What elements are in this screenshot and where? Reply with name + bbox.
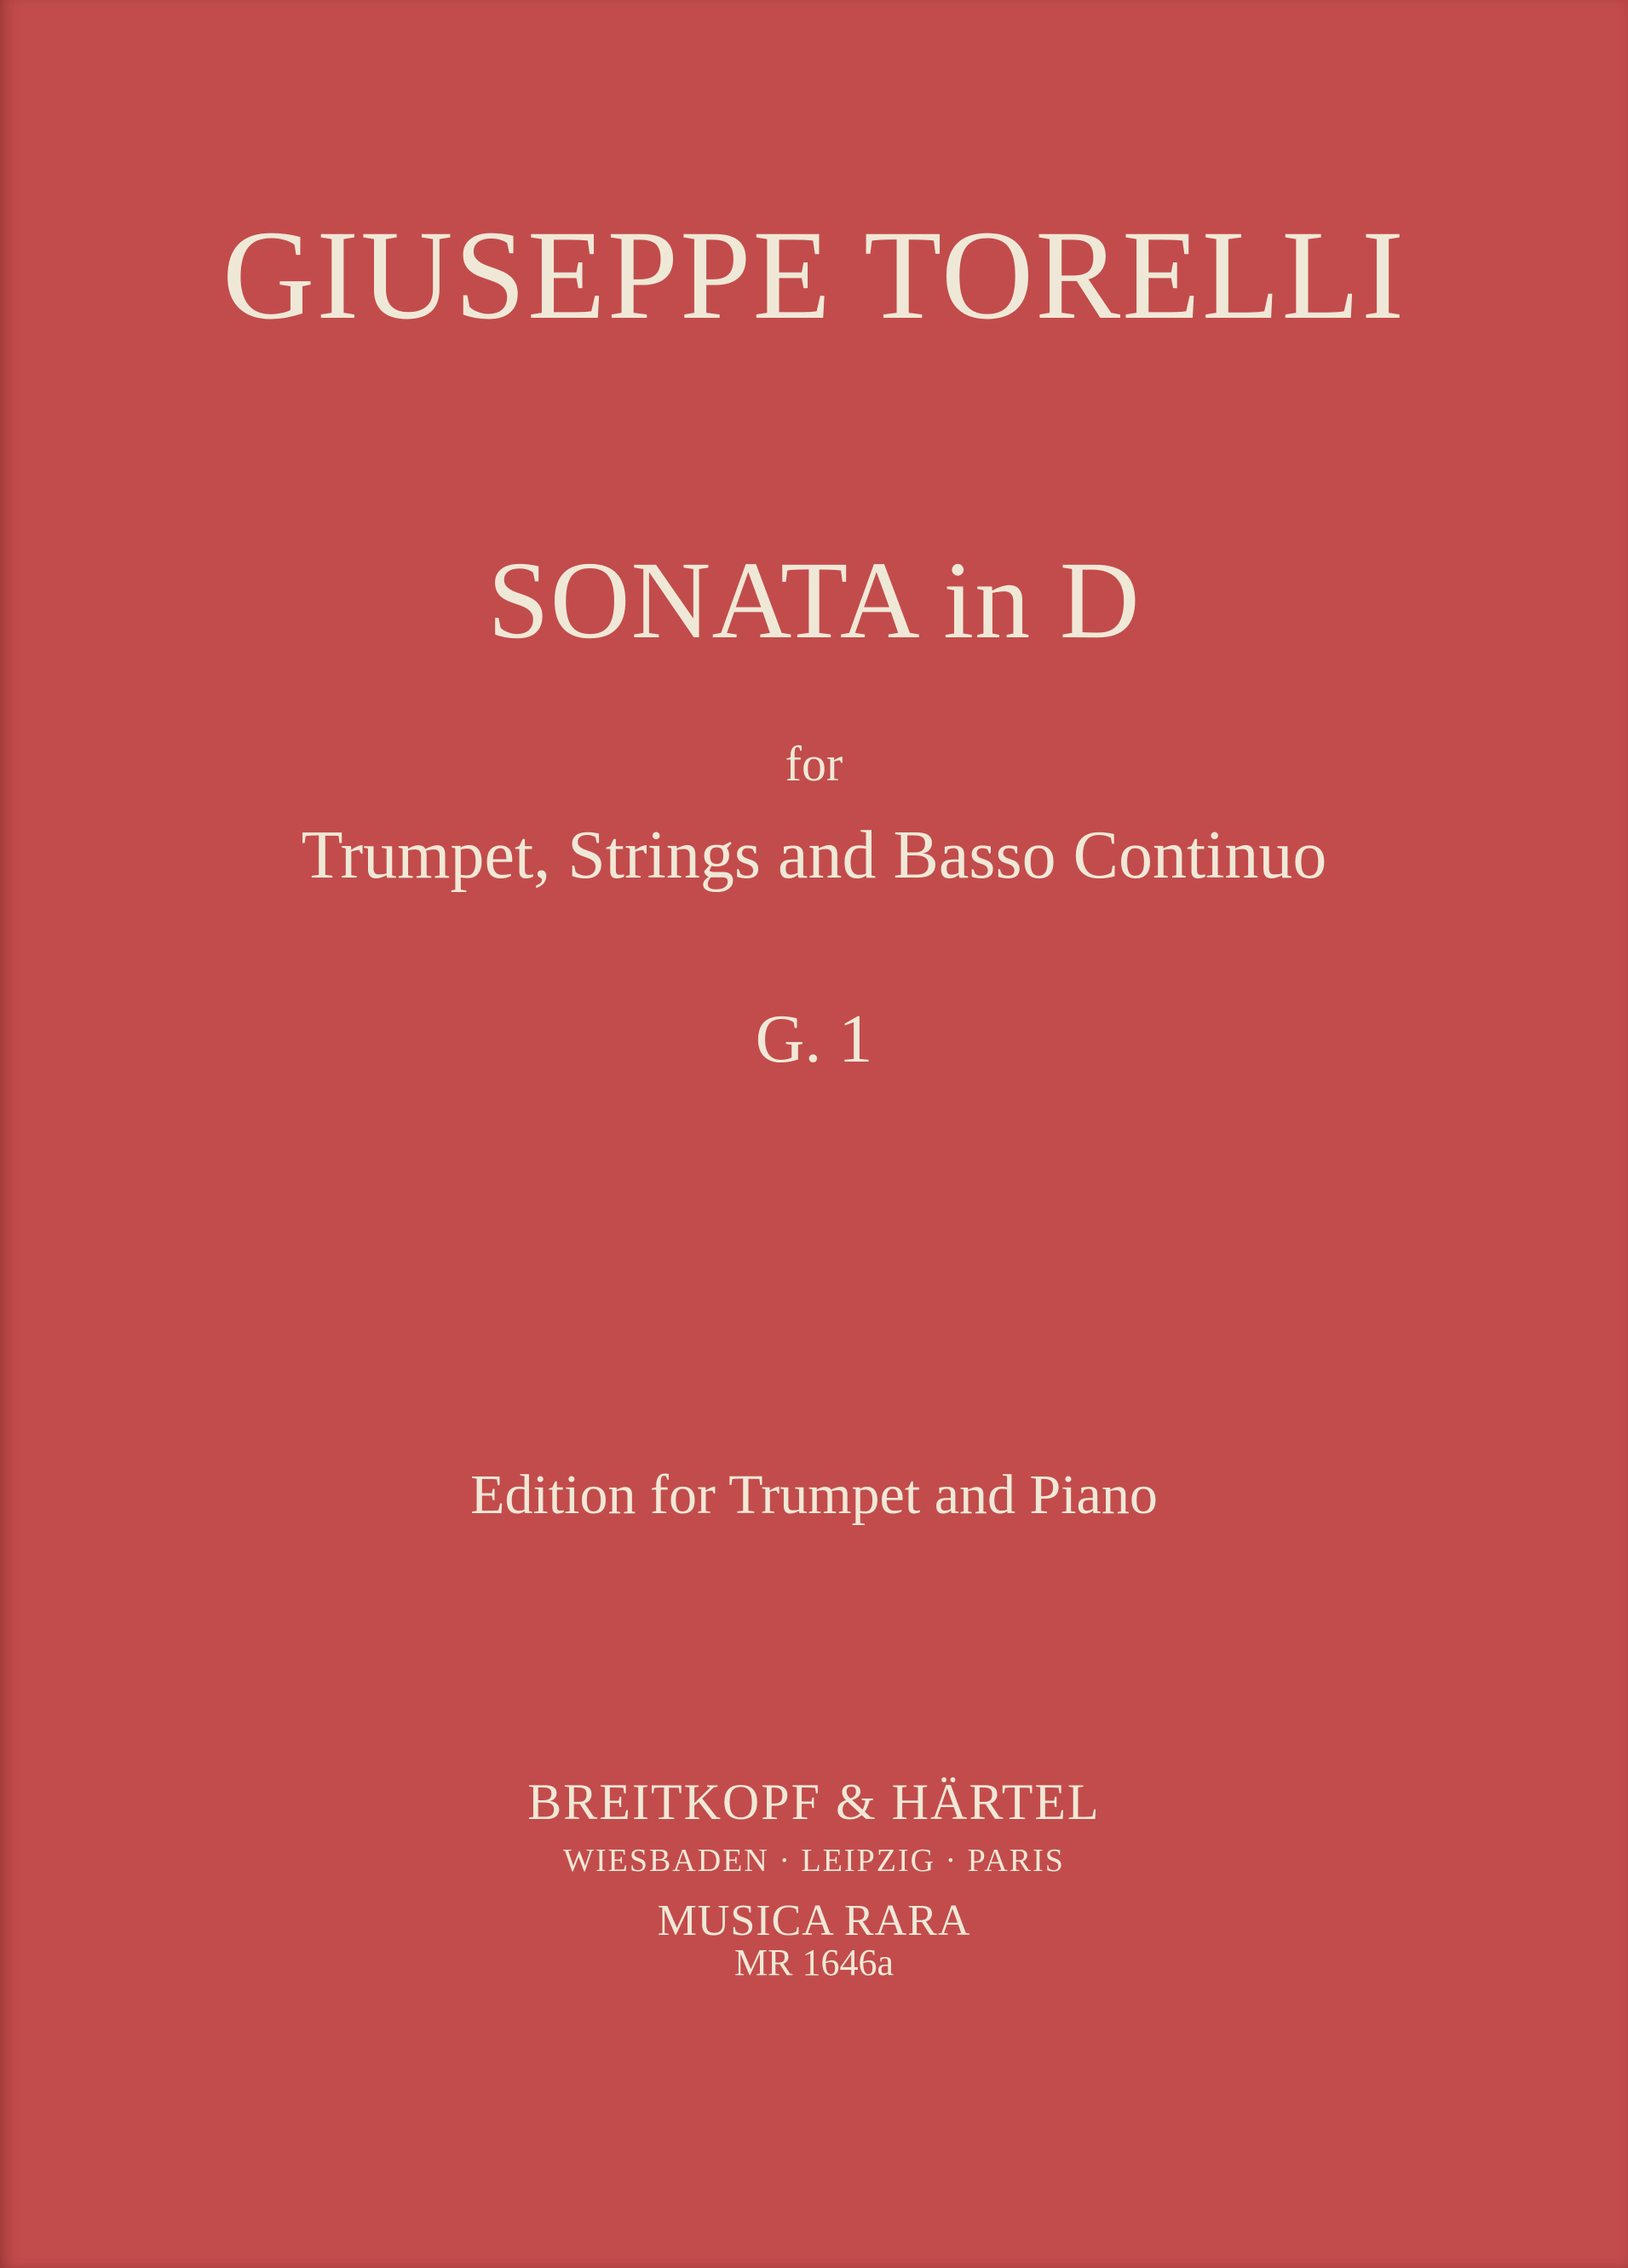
plate-number: MR 1646a <box>734 1942 894 1983</box>
catalog-number: G. 1 <box>755 1002 873 1077</box>
composer-name: GIUSEPPE TORELLI <box>221 204 1407 346</box>
publisher-cities: WIESBADEN · LEIPZIG · PARIS <box>563 1843 1065 1879</box>
edition-note: Edition for Trumpet and Piano <box>470 1464 1158 1526</box>
for-label: for <box>785 736 843 791</box>
work-title: SONATA in D <box>487 539 1141 662</box>
imprint-name: MUSICA RARA <box>657 1897 971 1945</box>
instrumentation: Trumpet, Strings and Basso Continuo <box>301 818 1327 893</box>
publisher-name: BREITKOPF & HÄRTEL <box>527 1774 1101 1830</box>
